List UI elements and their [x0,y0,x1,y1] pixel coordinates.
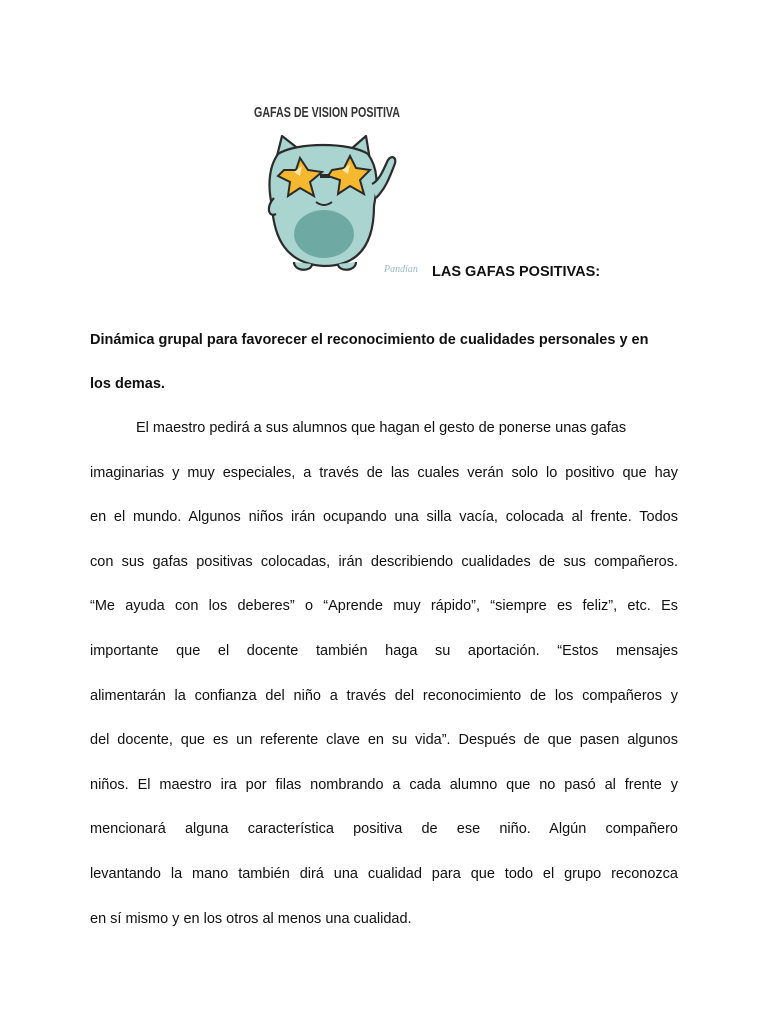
paragraph-line: mencionará alguna característica positiva de ese niño. Algún compañero [90,821,678,838]
paragraph-line: “Me ayuda con los deberes” o “Aprende muy rápido”, “siempre es feliz”, etc. Es [90,598,678,615]
illustration-signature: Pandian [384,264,418,275]
gafas-illustration [238,88,420,278]
document-subtitle [90,318,690,406]
paragraph-line: en sí mismo y en los otros al menos una cualidad. [90,910,412,927]
subtitle-line: los demas. [90,376,165,392]
paragraph-line: niños. El maestro ira por filas nombrando a cada alumno que no pasó al frente y [90,776,678,793]
illustration-caption: GAFAS DE VISION POSITIVA [254,104,401,121]
paragraph-line: El maestro pedirá a sus alumnos que hagan el gesto de ponerse unas gafas [136,420,627,436]
paragraph-line: con sus gafas positivas colocadas, irán describiendo cualidades de sus compañeros. [90,553,678,570]
paragraph-line: imaginarias y muy especiales, a través de las cuales verán solo lo positivo que hay [90,464,678,481]
paragraph-line: en el mundo. Algunos niños irán ocupando una silla vacía, colocada al frente. Todos [90,509,678,526]
paragraph-line: levantando la mano también dirá una cualidad para que todo el grupo reconozca [90,865,678,882]
document-heading: LAS GAFAS POSITIVAS: [432,264,601,280]
paragraph-line: importante que el docente también haga su aportación. “Estos mensajes [90,642,678,659]
cat-with-glasses-image [238,88,420,278]
paragraph-line: alimentarán la confianza del niño a través del reconocimiento de los compañeros y [90,687,678,704]
subtitle-line: Dinámica grupal para favorecer el reconocimiento de cualidades personales y en [90,332,649,348]
body-paragraph [90,406,678,941]
paragraph-line: del docente, que es un referente clave en su vida”. Después de que pasen algunos [90,732,678,749]
